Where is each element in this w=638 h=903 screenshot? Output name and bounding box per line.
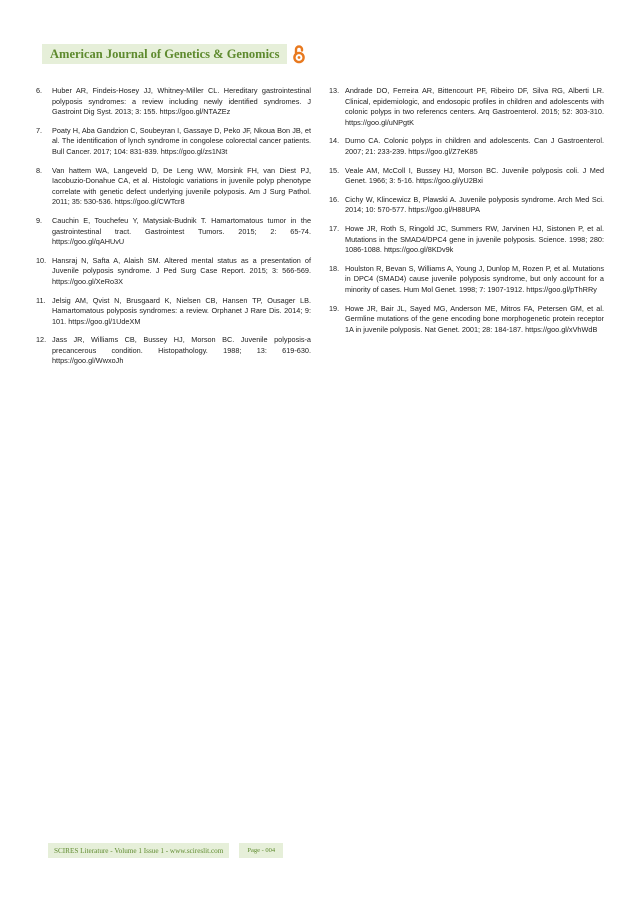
reference-text: Cauchin E, Touchefeu Y, Matysiak-Budnik T. Hamartomatous tumor in the gastrointestinal tract. Gastrointest Tumors. 2015; 2: 65-74. https://goo.gl/qAHUvU xyxy=(52,215,311,247)
reference-text: Hansraj N, Safta A, Alaish SM. Altered mental status as a presentation of Juvenile polyposis syndrome. J Ped Surg Case Report. 2015; 3: 566-569. https://goo.gl/XeRo3X xyxy=(52,255,311,286)
reference-item xyxy=(36,166,311,208)
reference-text: Jelsig AM, Qvist N, Brusgaard K, Nielsen CB, Hansen TP, Ousager LB. Hamartomatous polyposis syndromes: a review. Orphanet J Rare Dis. 2014; 9: 101. https://goo.gl/1UdeXM xyxy=(52,295,311,326)
footer-journal-info: SCIRES Literature - Volume 1 Issue 1 - www.scireslit.com xyxy=(48,843,229,858)
reference-text: Andrade DO, Ferreira AR, Bittencourt PF, Ribeiro DF, Silva RG, Alberti LR. Clinical, epidemiologic, and endosopic profiles in children and adolescents with colonic polyps in two referencs centers. Arq Gastroenterol. 2015; 52: 303-310. https://goo.gl/uNPgtK xyxy=(345,86,604,127)
reference-item xyxy=(36,256,311,288)
reference-number: 7. xyxy=(36,125,43,135)
footer-page-number: Page - 004 xyxy=(239,843,283,858)
reference-text: Durno CA. Colonic polyps in children and adolescents. Can J Gastroenterol. 2007; 21: 233-239. https://goo.gl/Z7eK85 xyxy=(345,136,604,156)
reference-text: Poaty H, Aba Gandzion C, Soubeyran I, Gassaye D, Peko JF, Nkoua Bon JB, et al. The identification of lynch syndrome in congolese colorectal cancer patients. Bull Cancer. 2017; 104: 831-839. https://goo.gl/zs1N3t xyxy=(52,125,311,156)
reference-number: 12. xyxy=(36,335,47,345)
reference-text: Cichy W, Klincewicz B, Plawski A. Juvenile polyposis syndrome. Arch Med Sci. 2014; 10: 570-577. https://goo.gl/H88UPA xyxy=(345,194,604,215)
reference-number: 9. xyxy=(36,215,43,225)
journal-title: American Journal of Genetics & Genomics xyxy=(50,46,280,61)
reference-text: Van hattem WA, Langeveld D, De Leng WW, Morsink FH, van Diest PJ, Iacobuzio-Donahue CA, et al. Histologic variations in juvenile polyp phenotype correlate with genetic defect underlying juvenile polyposis. Am J Surg Pathol. 2011; 35: 530-536. https://goo.gl/CWTcr8 xyxy=(52,165,311,207)
reference-item xyxy=(36,86,311,118)
reference-text: Houlston R, Bevan S, Williams A, Young J, Dunlop M, Rozen P, et al. Mutations in DPC4 (SMAD4) cause juvenile polyposis syndrome, but only account for a minority of cases. Hum Mol Genet. 1998; 7: 1907-1912. https://goo.gl/pThRRy xyxy=(345,263,604,294)
reference-number: 13. xyxy=(329,86,340,95)
page-footer xyxy=(48,843,283,858)
reference-text: Veale AM, McColl I, Bussey HJ, Morson BC. Juvenile polyposis coli. J Med Genet. 1966; 3: 5-16. https://goo.gl/yU2Bxi xyxy=(345,165,604,186)
reference-text: Howe JR, Roth S, Ringold JC, Summers RW, Jarvinen HJ, Sistonen P, et al. Mutations in the SMAD4/DPC4 gene in juvenile polyposis. Science. 1998; 280: 1086-1088. https://goo.gl/8KDv9k xyxy=(345,223,604,255)
reference-item xyxy=(36,296,311,328)
reference-number: 6. xyxy=(36,86,43,95)
references-right-column xyxy=(329,86,604,343)
reference-item xyxy=(36,216,311,248)
reference-item xyxy=(329,166,604,187)
reference-item xyxy=(329,224,604,256)
open-access-icon xyxy=(292,44,306,64)
reference-number: 15. xyxy=(329,165,340,175)
reference-number: 16. xyxy=(329,194,340,204)
reference-number: 11. xyxy=(36,295,46,305)
reference-item xyxy=(329,195,604,216)
reference-text: Jass JR, Williams CB, Bussey HJ, Morson BC. Juvenile polyposis-a precancerous condition. Histopathology. 1988; 13: 619-630. https://goo.gl/WwxoJh xyxy=(52,335,311,366)
reference-item xyxy=(329,86,604,128)
reference-item xyxy=(329,264,604,296)
journal-title-band xyxy=(42,44,287,64)
reference-item xyxy=(329,136,604,157)
reference-item xyxy=(329,304,604,336)
reference-text: Howe JR, Bair JL, Sayed MG, Anderson ME, Mitros FA, Petersen GM, et al. Germline mutations of the gene encoding bone morphogenetic protein receptor 1A in juvenile polyposis. Nat Genet. 2001; 28: 184-187. https://goo.gl/xVhWdB xyxy=(345,303,604,334)
reference-item xyxy=(36,335,311,367)
reference-number: 14. xyxy=(329,136,340,146)
reference-item xyxy=(36,126,311,158)
reference-number: 8. xyxy=(36,165,43,175)
references-left-column xyxy=(36,86,311,375)
reference-number: 18. xyxy=(329,263,340,273)
reference-number: 19. xyxy=(329,303,340,313)
reference-number: 10. xyxy=(36,255,47,265)
reference-text: Huber AR, Findeis-Hosey JJ, Whitney-Miller CL. Hereditary gastrointestinal polyposis syndromes: a review including newly identified syndromes. J Gastroint Dig Syst. 2013; 3: 155. https://goo.gl/NTAZEz xyxy=(52,86,311,117)
reference-number: 17. xyxy=(329,223,340,233)
journal-header xyxy=(42,44,306,64)
